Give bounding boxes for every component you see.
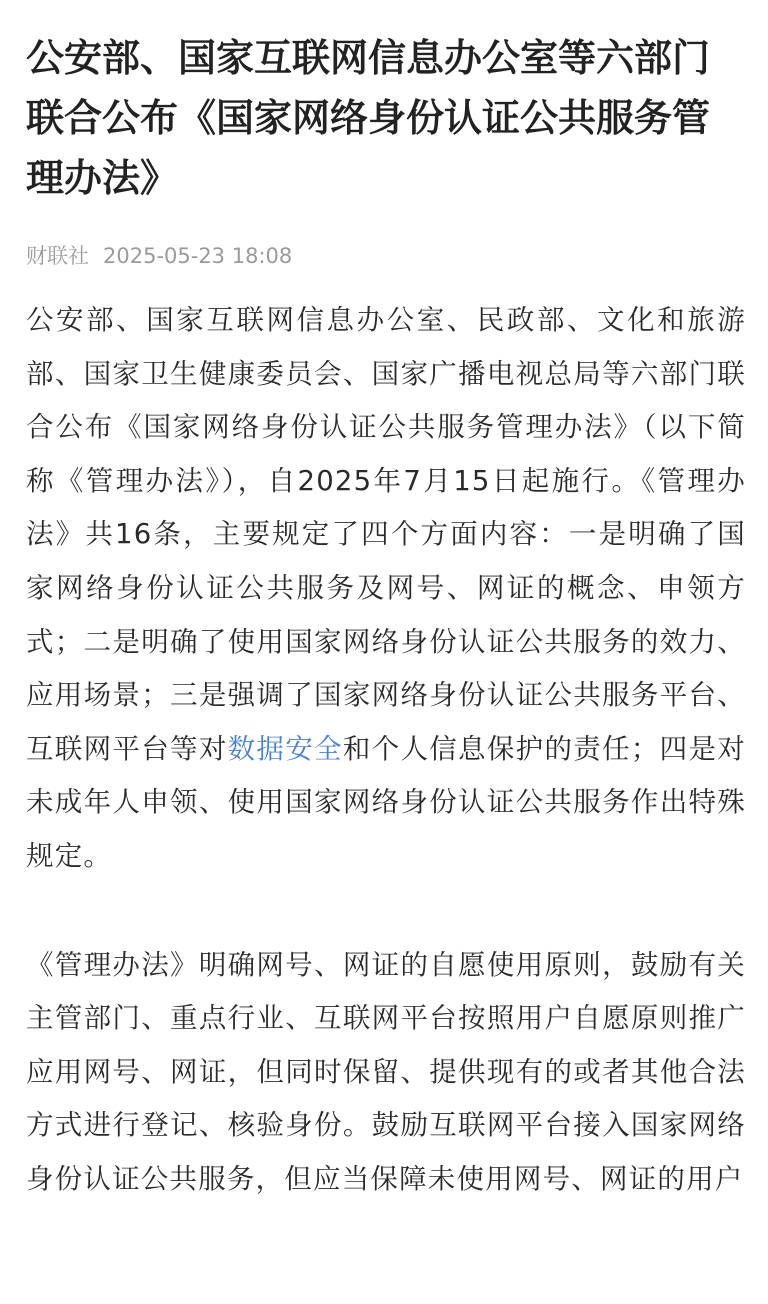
paragraph-1-text-a: 公安部、国家互联网信息办公室、民政部、文化和旅游部、国家卫生健康委员会、国家广播电视总局等六部门联合公布《国家网络身份认证公共服务管理办法》（以下简称《管理办法》），自2025年7月15日起施行。《管理办法》共16条，主要规定了四个方面内容：一是明确了国家网络身份认证公共服务及网号、网证的概念、申领方式；二是明确了使用国家网络身份认证公共服务的效力、应用场景；三是强调了国家网络身份认证公共服务平台、互联网平台等对 [26,304,746,765]
paragraph-1-text-b: 和个人信息保护的责任；四是对未成年人申领、使用国家网络身份认证公共服务作出特殊规定。 [26,732,746,872]
article-paragraph-2: 《管理办法》明确网号、网证的自愿使用原则，鼓励有关主管部门、重点行业、互联网平台按照用户自愿原则推广应用网号、网证，但同时保留、提供现有的或者其他合法方式进行登记、核验身份。鼓励互联网平台接入国家网络身份认证公共服务，但应当保障未使用网号、网证的用户 [26,948,746,1195]
article-paragraph-1 [26,294,746,884]
article-meta [26,242,746,270]
article-time: 2025-05-23 18:08 [103,244,293,268]
article [26,0,746,1207]
article-title: 公安部、国家互联网信息办公室等六部门联合公布《国家网络身份认证公共服务管理办法》 [26,36,711,200]
article-source[interactable]: 财联社 [26,244,89,268]
article-content [26,294,746,1207]
keyword-link-data-security[interactable]: 数据安全 [227,732,343,765]
